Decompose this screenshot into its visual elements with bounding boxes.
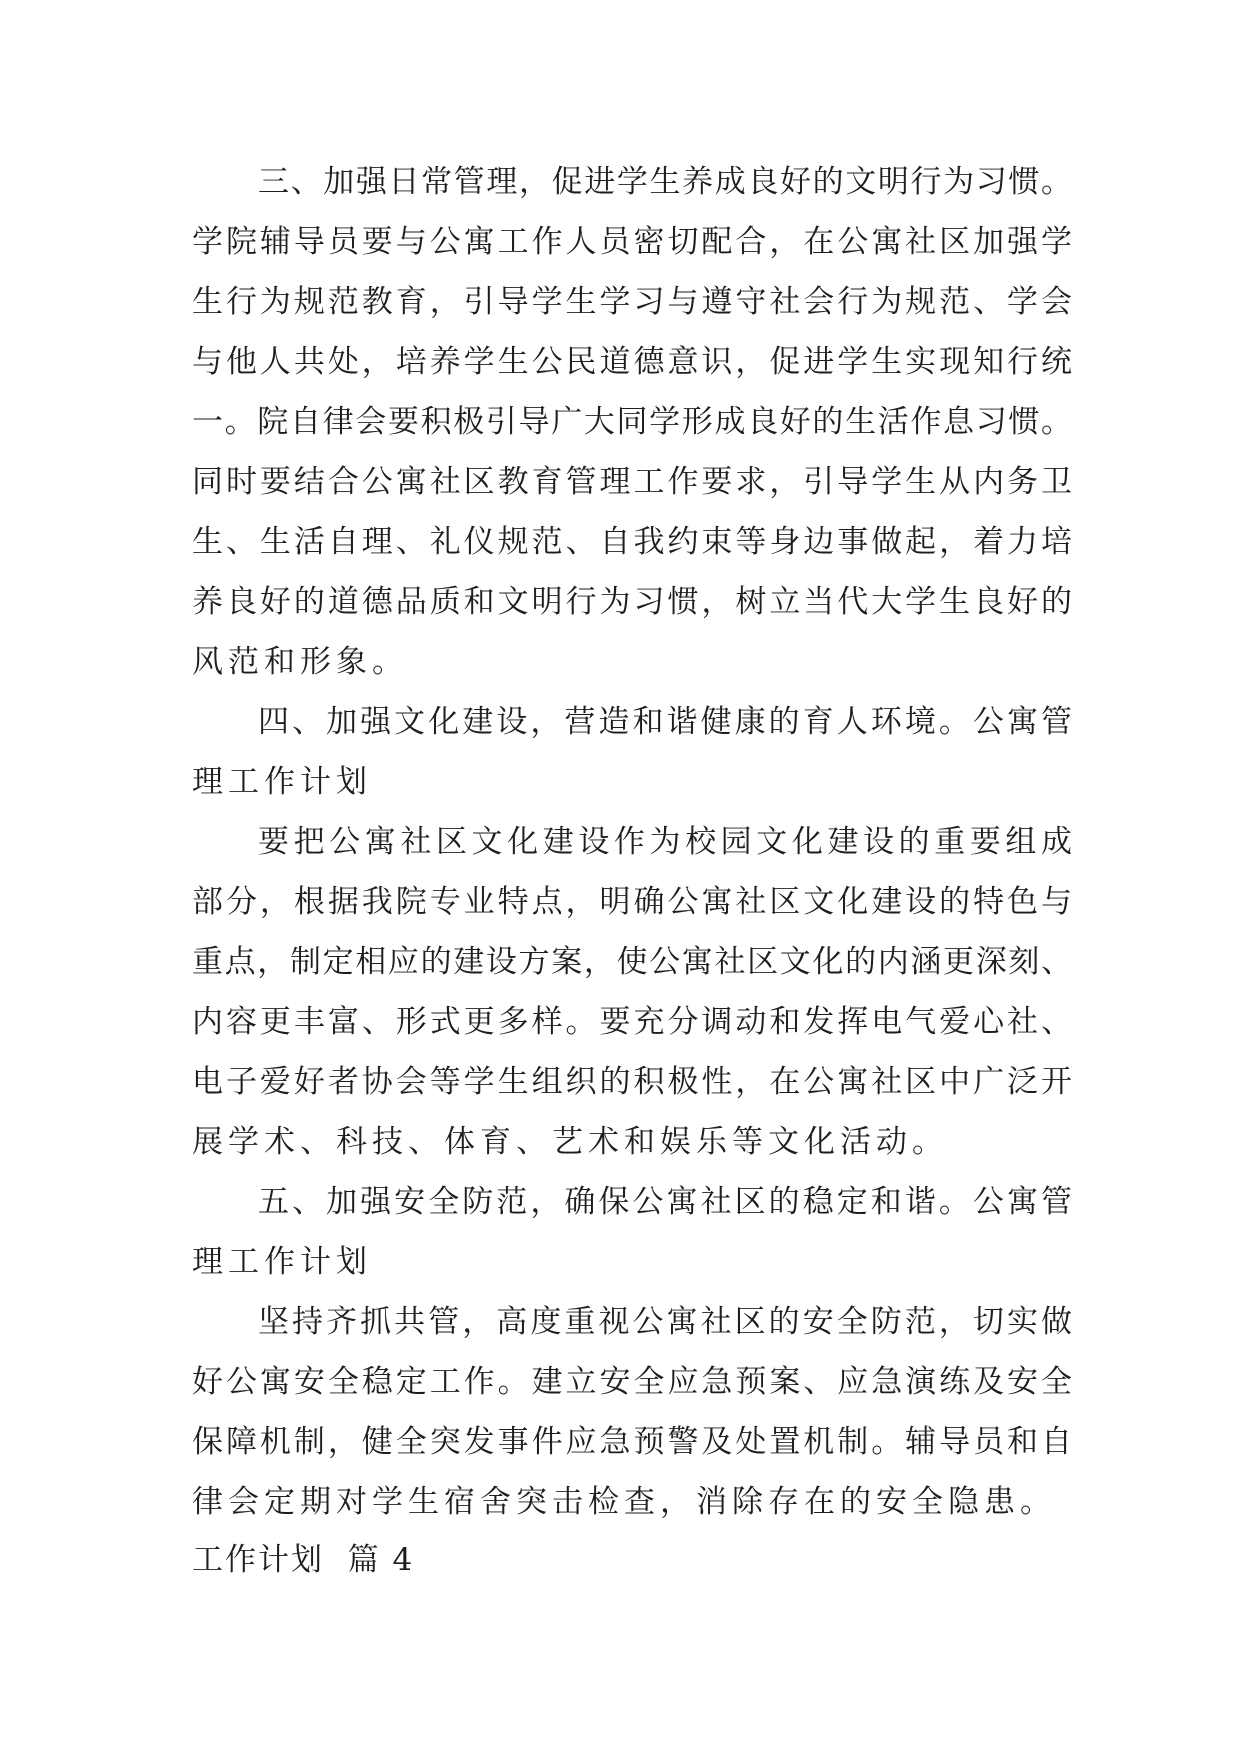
paragraph-line: 与他人共处，培养学生公民道德意识，促进学生实现知行统 (192, 344, 1072, 380)
paragraph-line: 内容更丰富、形式更多样。要充分调动和发挥电气爱心社、 (192, 1004, 1072, 1040)
paragraph-line: 保障机制，健全突发事件应急预警及处置机制。辅导员和自 (192, 1424, 1072, 1460)
paragraph-line: 一。院自律会要积极引导广大同学形成良好的生活作息习惯。 (192, 404, 1072, 440)
paragraph-line: 律会定期对学生宿舍突击检查，消除存在的安全隐患。 (192, 1484, 1056, 1520)
section-heading-line: 四、加强文化建设，营造和谐健康的育人环境。公寓管 (258, 704, 1072, 740)
paragraph-line: 生行为规范教育，引导学生学习与遵守社会行为规范、学会 (192, 284, 1072, 320)
paragraph-line: 同时要结合公寓社区教育管理工作要求，引导学生从内务卫 (192, 464, 1072, 500)
paragraph-line: 电子爱好者协会等学生组织的积极性，在公寓社区中广泛开 (192, 1064, 1072, 1100)
paragraph-line: 重点，制定相应的建设方案，使公寓社区文化的内涵更深刻、 (192, 944, 1072, 980)
paragraph-line: 学院辅导员要与公寓工作人员密切配合，在公寓社区加强学 (192, 224, 1072, 260)
paragraph-line: 展学术、科技、体育、艺术和娱乐等文化活动。 (192, 1124, 948, 1160)
section-heading-line: 五、加强安全防范，确保公寓社区的稳定和谐。公寓管 (258, 1184, 1072, 1220)
paragraph-line: 要把公寓社区文化建设作为校园文化建设的重要组成 (258, 824, 1072, 860)
section-heading-line: 理工作计划 (192, 1244, 372, 1280)
paragraph-line: 坚持齐抓共管，高度重视公寓社区的安全防范，切实做 (258, 1304, 1072, 1340)
paragraph-line: 三、加强日常管理，促进学生养成良好的文明行为习惯。 (258, 164, 1072, 200)
paragraph-line: 好公寓安全稳定工作。建立安全应急预案、应急演练及安全 (192, 1364, 1072, 1400)
paragraph-line: 部分，根据我院专业特点，明确公寓社区文化建设的特色与 (192, 884, 1072, 920)
section-title: 工作计划 篇 4 (192, 1542, 415, 1578)
paragraph-line: 风范和形象。 (192, 644, 408, 680)
paragraph-line: 养良好的道德品质和文明行为习惯，树立当代大学生良好的 (192, 584, 1072, 620)
paragraph-line: 生、生活自理、礼仪规范、自我约束等身边事做起，着力培 (192, 524, 1072, 560)
section-heading-line: 理工作计划 (192, 764, 372, 800)
